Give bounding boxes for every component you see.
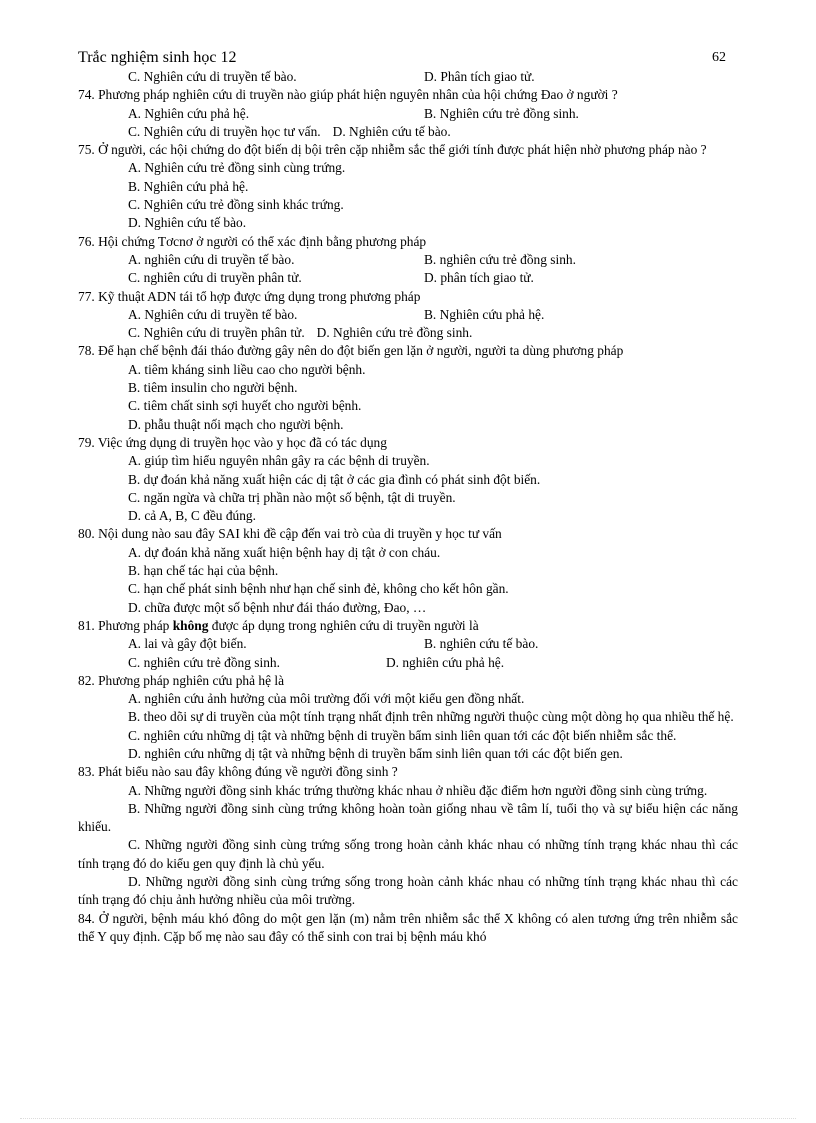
answer-d: D. Những người đồng sinh cùng trứng sống trong hoàn cảnh khác nhau có những tính trạng khác nhau thì các tính trạng đó chịu ảnh hưởng nhiều của môi trường. — [78, 874, 738, 908]
answer-row — [78, 123, 738, 141]
answer-c: C. nghiên cứu trẻ đồng sinh. — [128, 654, 280, 670]
answer-c: C. nghiên cứu những dị tật và những bệnh di truyền bẩm sinh liên quan tới các đột biến nhiễm sắc thể. — [128, 727, 677, 743]
answer-c: C. Những người đồng sinh cùng trứng sống trong hoàn cảnh khác nhau có những tính trạng khác nhau thì các tính trạng đó do kiểu gen quy định là chủ yếu. — [78, 837, 738, 871]
answer-row — [78, 105, 738, 123]
question-76: 76. Hội chứng Tơcnơ ở người có thể xác định bằng phương pháp — [78, 233, 427, 249]
answer-a: A. giúp tìm hiểu nguyên nhân gây ra các bệnh di truyền. — [128, 453, 430, 469]
answer-d: D. chữa được một số bệnh như đái tháo đường, Đao, … — [128, 599, 427, 615]
answer-a: A. nghiên cứu ảnh hưởng của môi trường đối với một kiểu gen đồng nhất. — [128, 691, 525, 707]
answer-b: B. nghiên cứu trẻ đồng sinh. — [424, 251, 576, 267]
answer-a: A. nghiên cứu di truyền tế bào. — [128, 251, 295, 267]
question-75: 75. Ở người, các hội chứng do đột biến dị bội trên cặp nhiễm sắc thể giới tính được phát hiện nhờ phương pháp nào ? — [78, 142, 707, 158]
answer-c: C. Nghiên cứu di truyền tế bào. — [128, 69, 297, 84]
answer-d: D. phân tích giao tử. — [424, 270, 534, 286]
answer-d: D. Nghiên cứu tế bào. — [332, 123, 451, 139]
question-77: 77. Kỹ thuật ADN tái tổ hợp được ứng dụng trong phương pháp — [78, 288, 421, 304]
answer-b: B. Nghiên cứu phả hệ. — [424, 306, 545, 322]
answer-a: A. Những người đồng sinh khác trứng thường khác nhau ở nhiều đặc điểm hơn người đồng sinh cùng trứng. — [128, 782, 708, 798]
answer-c: C. ngăn ngừa và chữa trị phần nào một số bệnh, tật di truyền. — [128, 489, 456, 505]
question-82: 82. Phương pháp nghiên cứu phả hệ là — [78, 672, 285, 688]
answer-a: A. lai và gây đột biến. — [128, 636, 247, 652]
question-81-text-end: được áp dụng trong nghiên cứu di truyền người là — [208, 617, 479, 633]
answer-a: A. Nghiên cứu phả hệ. — [128, 105, 250, 121]
answer-d: D. Phân tích giao tử. — [424, 69, 535, 84]
answer-a: A. dự đoán khả năng xuất hiện bệnh hay dị tật ở con cháu. — [128, 544, 441, 560]
question-83: 83. Phát biểu nào sau đây không đúng về người đồng sinh ? — [78, 764, 398, 780]
answer-c: C. Nghiên cứu di truyền học tư vấn. — [128, 123, 321, 139]
page-bottom-border — [20, 1118, 796, 1119]
question-79: 79. Việc ứng dụng di truyền học vào y học đã có tác dụng — [78, 434, 387, 450]
answer-b: B. tiêm insulin cho người bệnh. — [128, 380, 298, 396]
answer-d: D. Nghiên cứu tế bào. — [128, 215, 247, 231]
answer-c: C. nghiên cứu di truyền phân tử. — [128, 270, 302, 286]
answer-b: B. hạn chế tác hại của bệnh. — [128, 563, 279, 579]
question-81 — [78, 617, 738, 635]
answer-b: B. dự đoán khả năng xuất hiện các dị tật ở các gia đình có phát sinh đột biến. — [128, 471, 541, 487]
page-header — [78, 48, 738, 68]
answer-c: C. tiêm chất sinh sợi huyết cho người bệnh. — [128, 398, 362, 414]
question-74: 74. Phương pháp nghiên cứu di truyền nào giúp phát hiện nguyên nhân của hội chứng Đao ở người ? — [78, 87, 618, 103]
answer-b: B. Những người đồng sinh cùng trứng không hoàn toàn giống nhau về tâm lí, tuổi thọ và sự biểu hiện các năng khiếu. — [78, 800, 738, 835]
answer-row — [78, 269, 738, 287]
answer-d: D. nghiên cứu những dị tật và những bệnh di truyền bẩm sinh liên quan tới các đột biến gen. — [128, 745, 623, 761]
answer-d: D. nghiên cứu phả hệ. — [386, 654, 505, 670]
question-81-emphasis: không — [172, 617, 209, 633]
answer-row — [78, 654, 738, 672]
question-78: 78. Để hạn chế bệnh đái tháo đường gây nên do đột biến gen lặn ở người, người ta dùng phương pháp — [78, 343, 624, 359]
answer-c: C. Nghiên cứu trẻ đồng sinh khác trứng. — [128, 197, 344, 213]
answer-b: B. nghiên cứu tế bào. — [424, 636, 539, 652]
answer-c: C. Nghiên cứu di truyền phân tử. — [128, 325, 305, 341]
question-81-text: 81. Phương pháp — [78, 617, 173, 633]
answer-b: B. theo dõi sự di truyền của một tính trạng nhất định trên những người thuộc cùng một dòng họ qua nhiều thế hệ. — [128, 709, 734, 725]
answer-a: A. tiêm kháng sinh liều cao cho người bệnh. — [128, 361, 366, 377]
answer-c: C. hạn chế phát sinh bệnh như hạn chế sinh đẻ, không cho kết hôn gần. — [128, 581, 509, 597]
document-page — [78, 48, 738, 946]
answer-d: D. Nghiên cứu trẻ đồng sinh. — [316, 325, 473, 341]
question-80: 80. Nội dung nào sau đây SAI khi đề cập đến vai trò của di truyền y học tư vấn — [78, 526, 502, 542]
answer-d: D. cả A, B, C đều đúng. — [128, 508, 256, 524]
answer-row — [78, 635, 738, 653]
answer-a: A. Nghiên cứu trẻ đồng sinh cùng trứng. — [128, 160, 346, 176]
answer-row — [78, 251, 738, 269]
answer-row — [78, 324, 738, 342]
answer-row — [78, 68, 738, 86]
answer-a: A. Nghiên cứu di truyền tế bào. — [128, 306, 298, 322]
answer-b: B. Nghiên cứu trẻ đồng sinh. — [424, 105, 579, 121]
document-title: Trắc nghiệm sinh học 12 — [78, 49, 237, 66]
answer-row — [78, 306, 738, 324]
question-84: 84. Ở người, bệnh máu khó đông do một gen lặn (m) nằm trên nhiễm sắc thể X không có alen tương ứng trên nhiễm sắc thể Y quy định. Cặp bố mẹ nào sau đây có thể sinh con trai bị bệnh máu khó — [78, 910, 738, 944]
page-number: 62 — [712, 50, 726, 65]
answer-b: B. Nghiên cứu phả hệ. — [128, 178, 249, 194]
answer-d: D. phẫu thuật nối mạch cho người bệnh. — [128, 416, 344, 432]
